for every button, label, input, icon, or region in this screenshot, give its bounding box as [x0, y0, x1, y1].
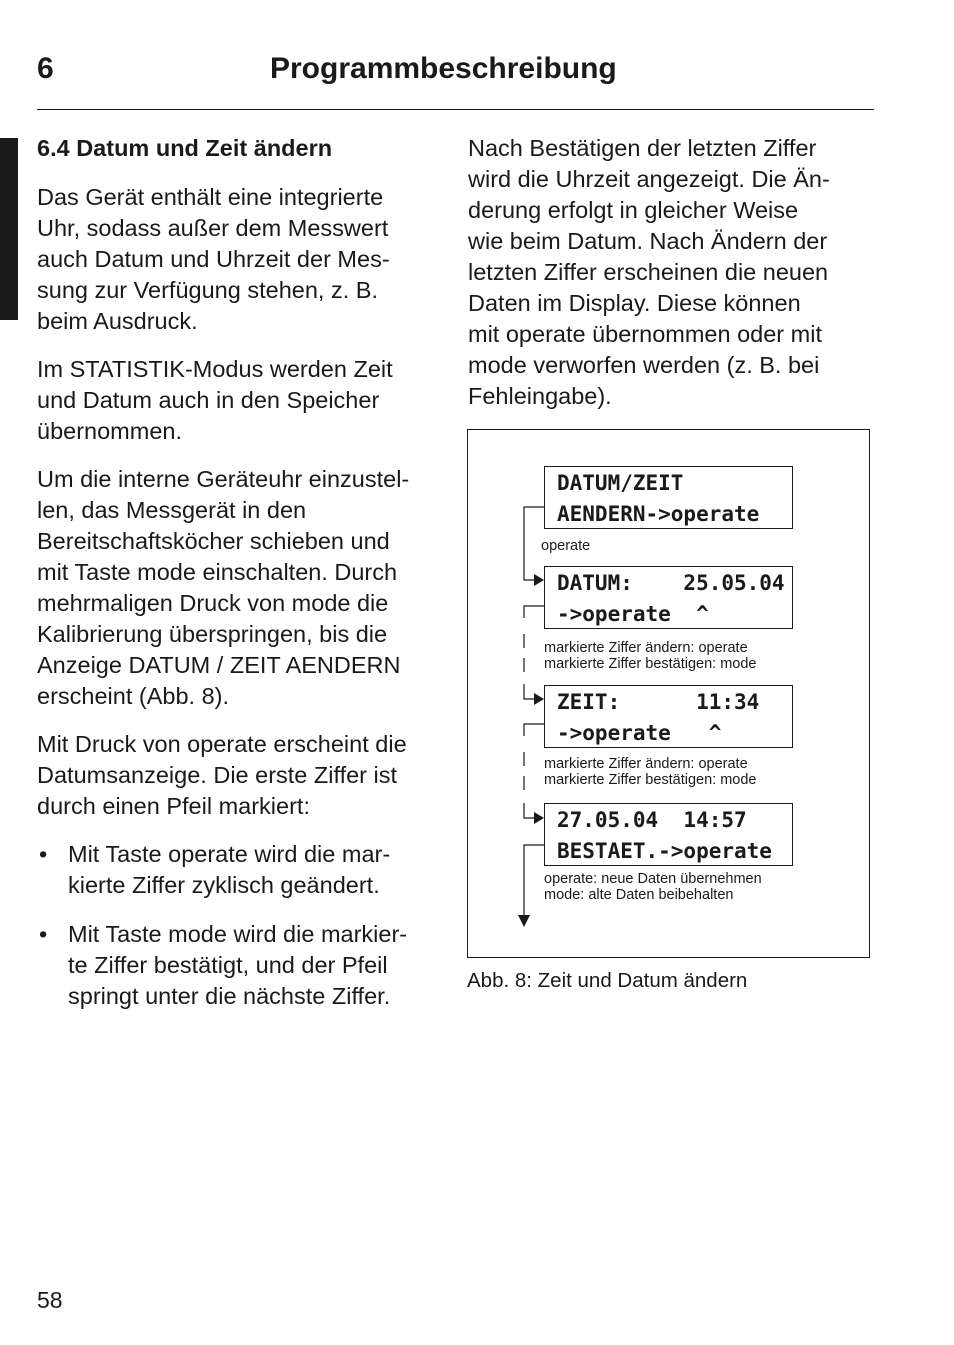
lcd-line: DATUM: 25.05.04 [557, 571, 785, 595]
chapter-number: 6 [37, 52, 54, 85]
lcd-line: ->operate ^ [557, 721, 722, 745]
paragraph: Im STATISTIK-Modus werden Zeit und Datum auch in den Speicher übernommen. [37, 356, 393, 444]
chapter-title: Programmbeschreibung [270, 52, 617, 85]
lcd-display-datum-zeit [544, 466, 793, 529]
lcd-line: ->operate ^ [557, 602, 709, 626]
figure-note [544, 756, 757, 788]
figure-note [544, 640, 757, 672]
bullet-item [37, 919, 449, 1012]
page-number: 58 [37, 1287, 63, 1313]
left-column [37, 133, 449, 1030]
lcd-line: BESTAET.->operate [557, 839, 772, 863]
bullet-icon: • [39, 921, 48, 947]
section-heading: 6.4 Datum und Zeit ändern [37, 135, 333, 161]
paragraph: Nach Bestätigen der letzten Ziffer wird die Uhrzeit angezeigt. Die Än- derung erfolgt in gleicher Weise wie beim Datum. Nach Ändern der letzten Ziffer erscheinen die neuen Daten im Display. Diese können mit operate übernommen oder mit mode verworfen werden (z. B. bei Fehleingabe). [468, 135, 830, 409]
right-column [468, 133, 873, 429]
note-line: mode: alte Daten beibehalten [544, 887, 734, 903]
lcd-display-zeit [544, 685, 793, 748]
bullet-item [37, 839, 449, 901]
lcd-line: AENDERN->operate [557, 502, 760, 526]
lcd-display-bestaet [544, 803, 793, 866]
bullet-text: Mit Taste mode wird die markier- te Ziffer bestätigt, und der Pfeil springt unter die nächste Ziffer. [68, 921, 408, 1009]
note-line: markierte Ziffer bestätigen: mode [544, 656, 757, 672]
note-line: operate: neue Daten übernehmen [544, 871, 762, 887]
bullet-icon: • [39, 841, 48, 867]
note-line: markierte Ziffer bestätigen: mode [544, 772, 757, 788]
lcd-line: 27.05.04 14:57 [557, 808, 747, 832]
lcd-line: DATUM/ZEIT [557, 471, 684, 495]
paragraph: Um die interne Geräteuhr einzustel- len, das Messgerät in den Bereitschaftsköcher schieben und mit Taste mode einschalten. Durch mehrmaligen Druck von mode die Kalibrierung überspringen, bis die Anzeige DATUM / ZEIT AENDERN erscheint (Abb. 8). [37, 466, 410, 709]
chapter-tab-marker [0, 138, 18, 320]
bullet-text: Mit Taste operate wird die mar- kierte Ziffer zyklisch geändert. [68, 841, 391, 898]
note-line: operate [541, 538, 591, 554]
figure-note [541, 538, 590, 554]
lcd-line: ZEIT: 11:34 [557, 690, 760, 714]
bullet-list [37, 839, 449, 1012]
paragraph: Mit Druck von operate erscheint die Datumsanzeige. Die erste Ziffer ist durch einen Pfeil markiert: [37, 731, 407, 819]
figure-caption: Abb. 8: Zeit und Datum ändern [467, 969, 748, 992]
header-rule [37, 109, 874, 110]
figure-note [544, 871, 762, 903]
paragraph: Das Gerät enthält eine integrierte Uhr, sodass außer dem Messwert auch Datum und Uhrzeit der Mes- sung zur Verfügung stehen, z. B. beim Ausdruck. [37, 184, 390, 334]
note-line: markierte Ziffer ändern: operate [544, 640, 748, 656]
lcd-display-datum [544, 566, 793, 629]
note-line: markierte Ziffer ändern: operate [544, 756, 748, 772]
